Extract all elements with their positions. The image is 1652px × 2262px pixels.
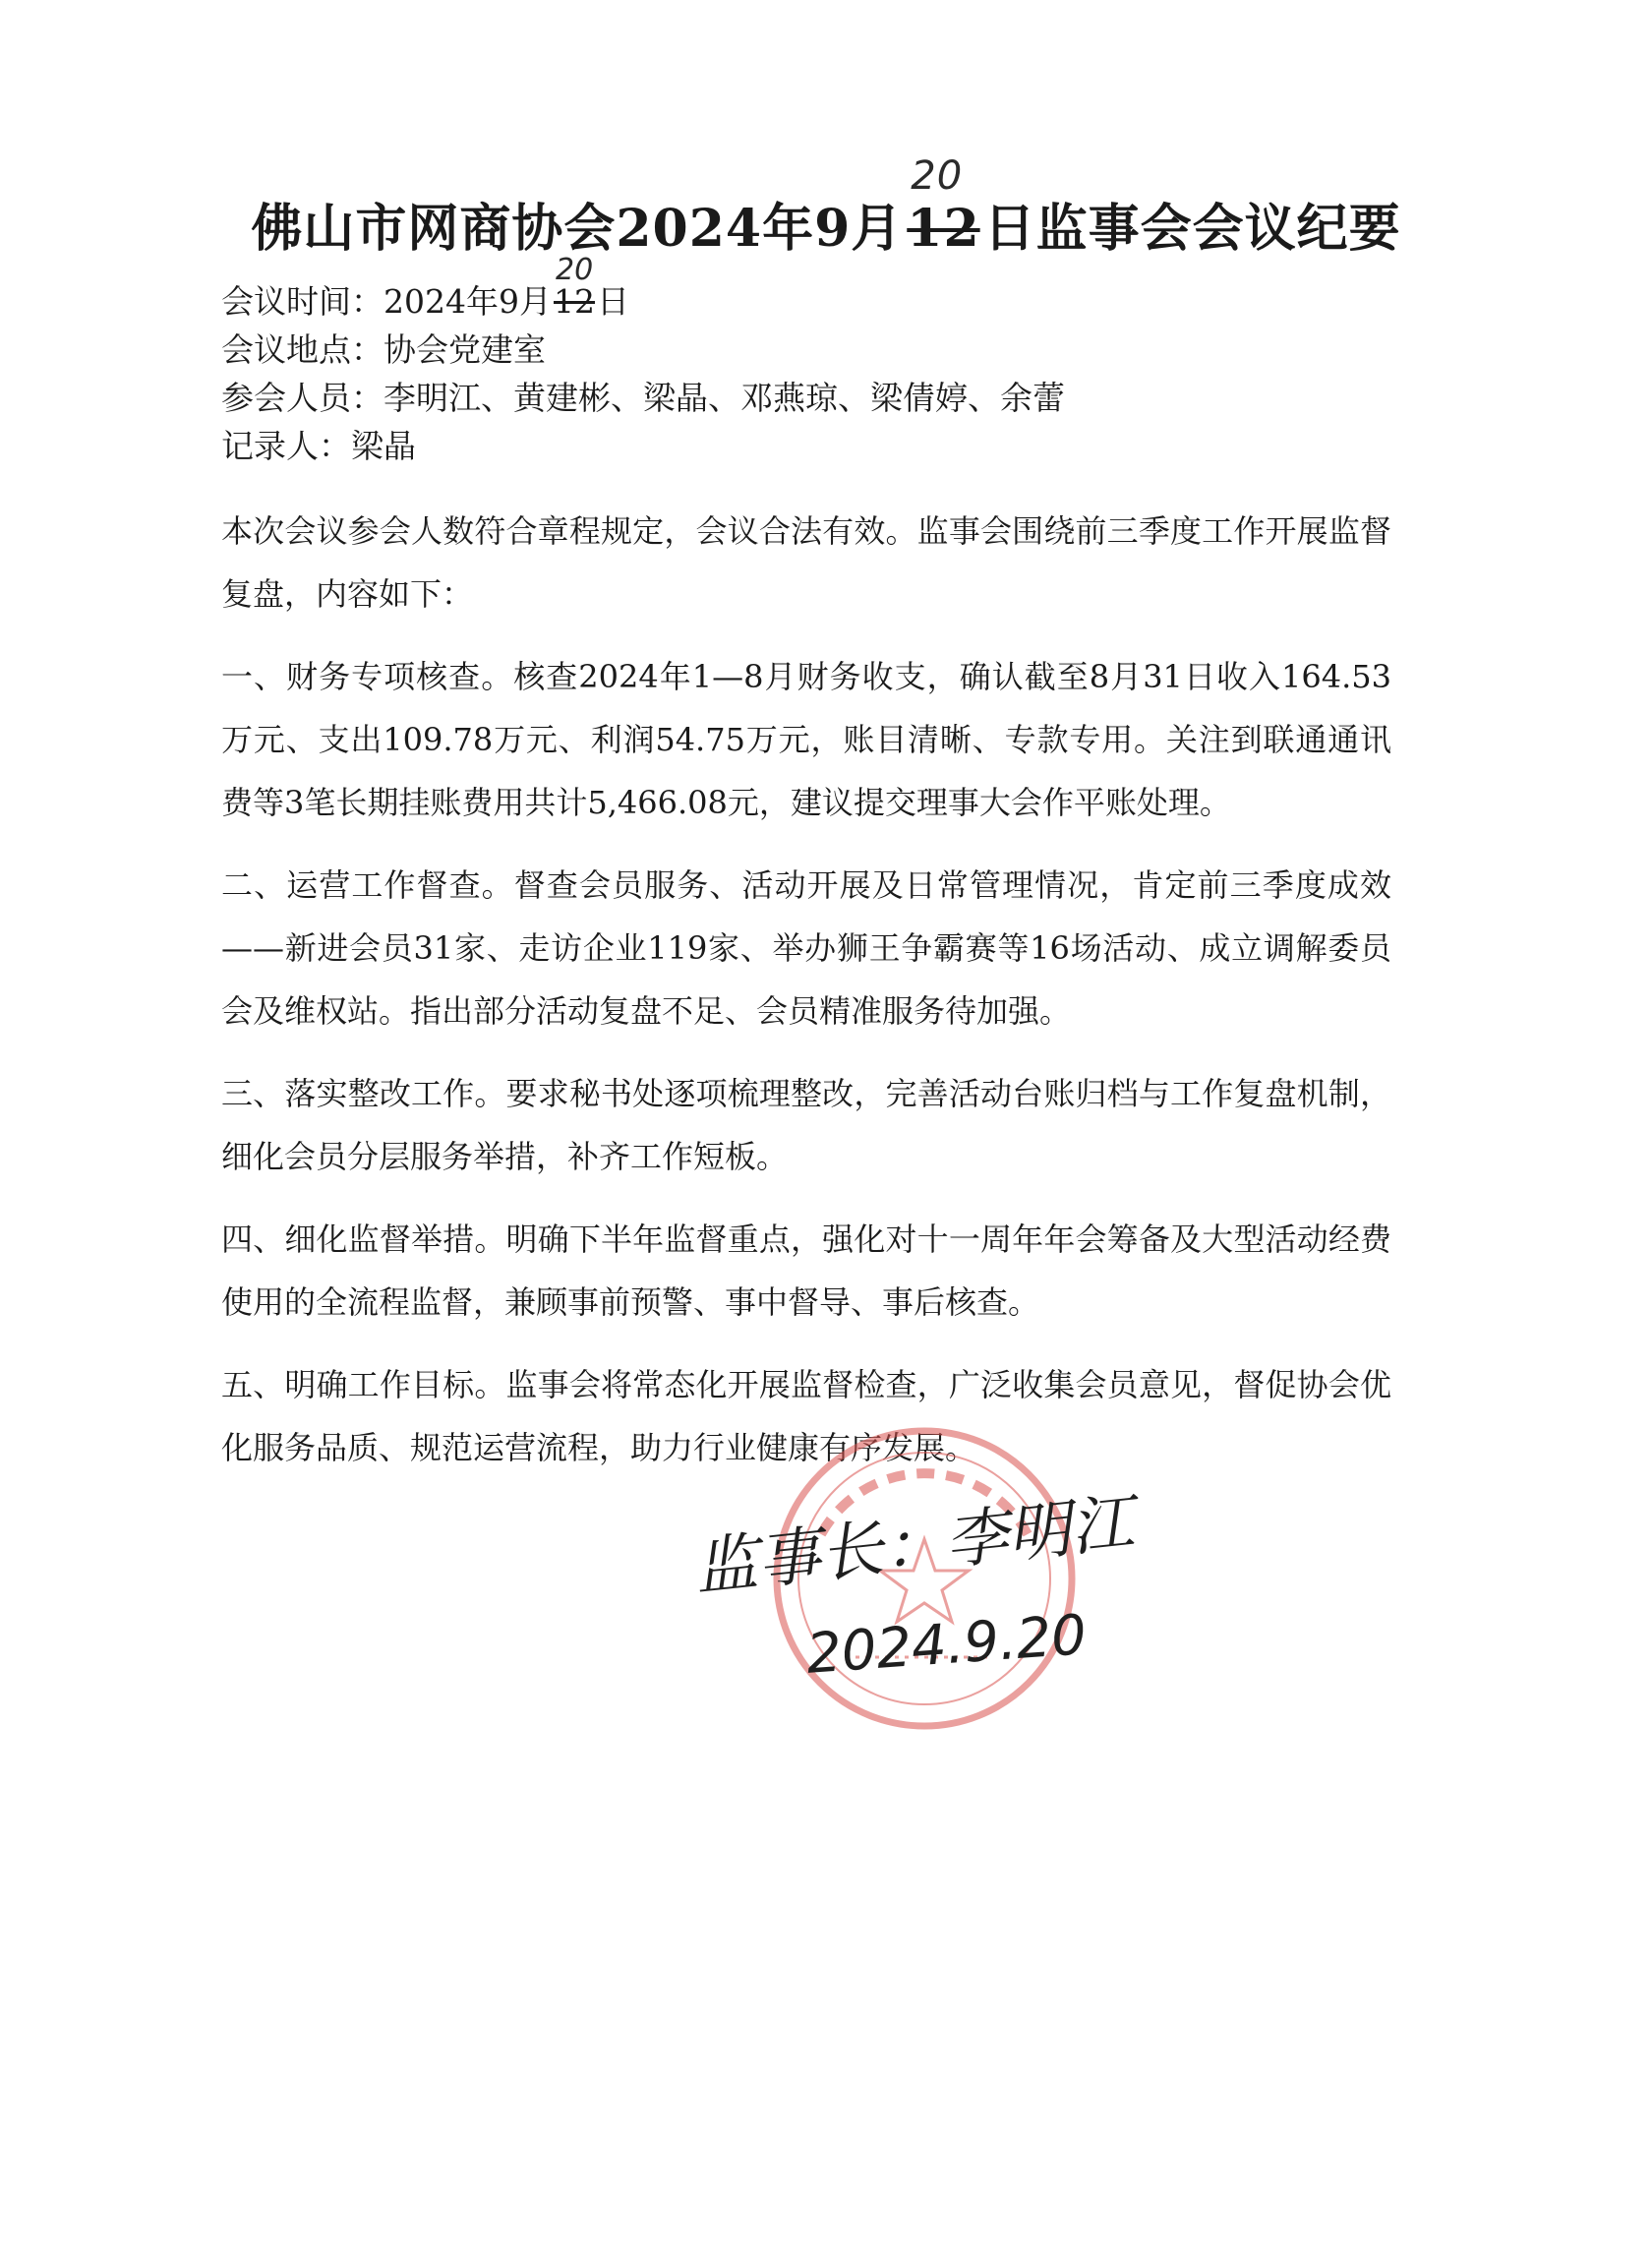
meeting-meta xyxy=(221,253,1065,470)
time-after: 日 xyxy=(596,282,629,321)
meeting-time xyxy=(221,253,1065,326)
title-before: 佛山市网商协会2024年9月 xyxy=(251,199,904,259)
paragraph-intro: 本次会议参会人数符合章程规定，会议合法有效。监事会围绕前三季度工作开展监督复盘，内容如下： xyxy=(221,512,1391,613)
meeting-attendees: 参会人员：李明江、黄建彬、梁晶、邓燕琼、梁倩婷、余蕾 xyxy=(221,379,1065,417)
document-title xyxy=(0,153,1652,261)
paragraph-rectification: 三、落实整改工作。要求秘书处逐项梳理整改，完善活动台账归档与工作复盘机制，细化会员分层服务举措，补齐工作短板。 xyxy=(221,1075,1391,1175)
time-struck-day: 12 xyxy=(553,282,595,321)
meeting-place: 会议地点：协会党建室 xyxy=(221,330,546,369)
time-label: 会议时间： xyxy=(221,282,384,321)
paragraph-operations: 二、运营工作督查。督查会员服务、活动开展及日常管理情况，肯定前三季度成效——新进会员31家、走访企业119家、举办狮王争霸赛等16场活动、成立调解委员会及维权站。指出部分活动复盘不足、会员精准服务待加强。 xyxy=(221,866,1391,1030)
signature-area xyxy=(688,1416,1278,1770)
time-handwritten-day: 20 xyxy=(555,253,594,287)
paragraph-supervision: 四、细化监督举措。明确下半年监督重点，强化对十一周年年会筹备及大型活动经费使用的全流程监督，兼顾事前预警、事中督导、事后核查。 xyxy=(221,1220,1391,1321)
document-body xyxy=(221,500,1391,1499)
title-handwritten-day: 20 xyxy=(911,153,964,199)
time-date-correction xyxy=(553,253,595,326)
time-before: 2024年9月 xyxy=(384,282,552,321)
signature-date: 2024.9.20 xyxy=(804,1603,1089,1687)
title-struck-day: 12 xyxy=(907,199,980,259)
title-date-correction xyxy=(907,153,980,259)
title-after: 日监事会会议纪要 xyxy=(983,199,1401,259)
paragraph-finance: 一、财务专项核查。核查2024年1—8月财务收支，确认截至8月31日收入164.53万元、支出109.78万元、利润54.75万元，账目清晰、专款专用。关注到联通通讯费等3笔长期挂账费用共计5,466.08元，建议提交理事大会作平账处理。 xyxy=(221,658,1391,821)
meeting-recorder: 记录人：梁晶 xyxy=(221,427,416,465)
supervisor-signature: 监事长：李明江 xyxy=(690,1486,1138,1606)
paragraph-goals: 五、明确工作目标。监事会将常态化开展监督检查，广泛收集会员意见，督促协会优化服务品质、规范运营流程，助力行业健康有序发展。 xyxy=(221,1366,1391,1466)
